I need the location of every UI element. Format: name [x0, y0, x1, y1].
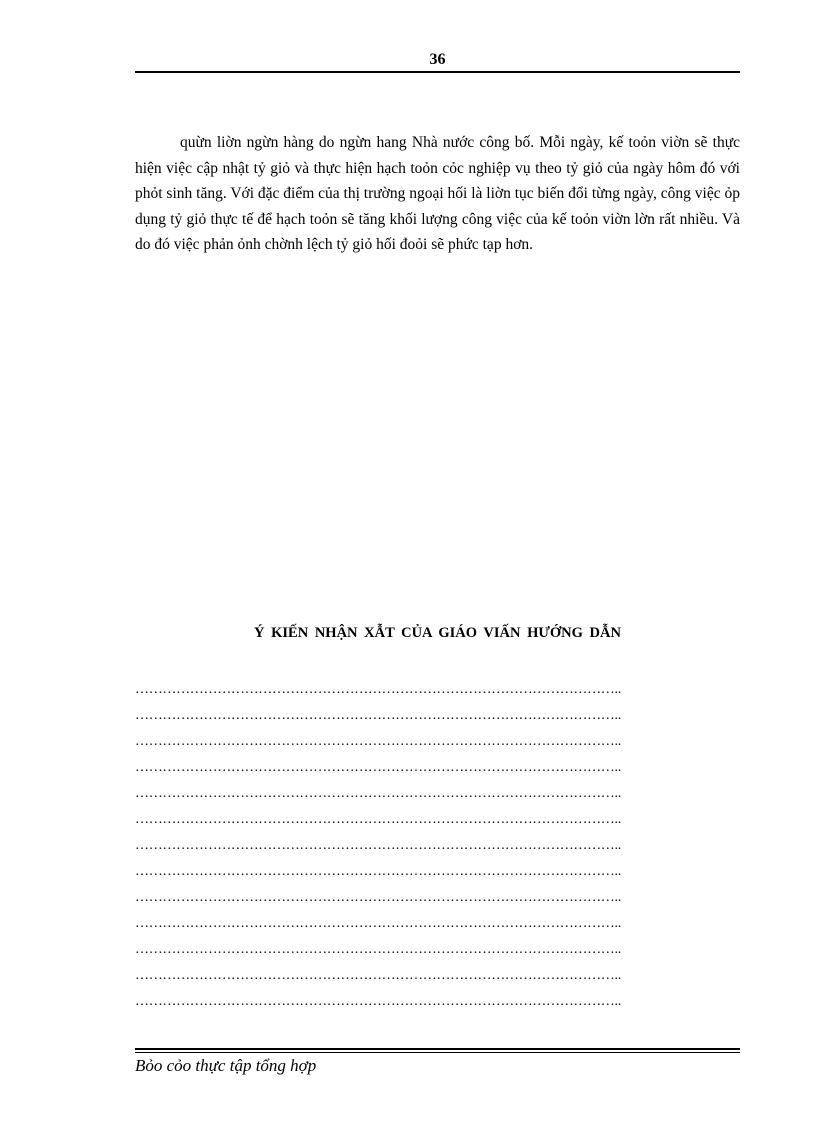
- footer-rule-thick: [135, 1048, 740, 1050]
- comment-line: ……………………………………………………………………………………………..: [135, 890, 621, 905]
- comment-line: ……………………………………………………………………………………………..: [135, 994, 621, 1009]
- comment-lines: [135, 677, 735, 1015]
- comment-line: ……………………………………………………………………………………………..: [135, 838, 621, 853]
- comment-line: ……………………………………………………………………………………………..: [135, 968, 621, 983]
- page-number: 36: [429, 51, 446, 68]
- body-paragraph: quừn liờn ngừn hàng do ngừn hang Nhà nước công bố. Mỗi ngày, kế toỏn viờn sẽ thực hiện việc cập nhật tỷ giỏ và thực hiện hạch toỏn cỏc nghiệp vụ theo tỷ giỏ của ngày hôm đó với phỏt sinh tăng. Với đặc điểm của thị trường ngoại hối là liờn tục biến đổi từng ngày, công việc ỏp dụng tỷ giỏ thực tế để hạch toỏn sẽ tăng khối lượng công việc của kế toỏn viờn lờn rất nhiều. Và do đó việc phản ỏnh chờnh lệch tỷ giỏ hối đoỏi sẽ phức tạp hơn.: [135, 134, 740, 253]
- comment-line: ……………………………………………………………………………………………..: [135, 760, 621, 775]
- comment-line: ……………………………………………………………………………………………..: [135, 916, 621, 931]
- comment-line: ……………………………………………………………………………………………..: [135, 708, 621, 723]
- comment-line: ……………………………………………………………………………………………..: [135, 864, 621, 879]
- comments-section-title: Ý KIẾN NHẬN XẪT CỦA GIÁO VIẤN HƯỚNG DẪN: [254, 625, 621, 641]
- comment-line: ……………………………………………………………………………………………..: [135, 682, 621, 697]
- footer-text: Bỏo cỏo thực tập tổng hợp: [135, 1056, 317, 1075]
- comment-line: ……………………………………………………………………………………………..: [135, 786, 621, 801]
- comment-line: ……………………………………………………………………………………………..: [135, 942, 621, 957]
- comment-line: ……………………………………………………………………………………………..: [135, 812, 621, 827]
- footer-rule-thin: [135, 1052, 740, 1053]
- comment-line: ……………………………………………………………………………………………..: [135, 734, 621, 749]
- header-rule: [135, 71, 740, 73]
